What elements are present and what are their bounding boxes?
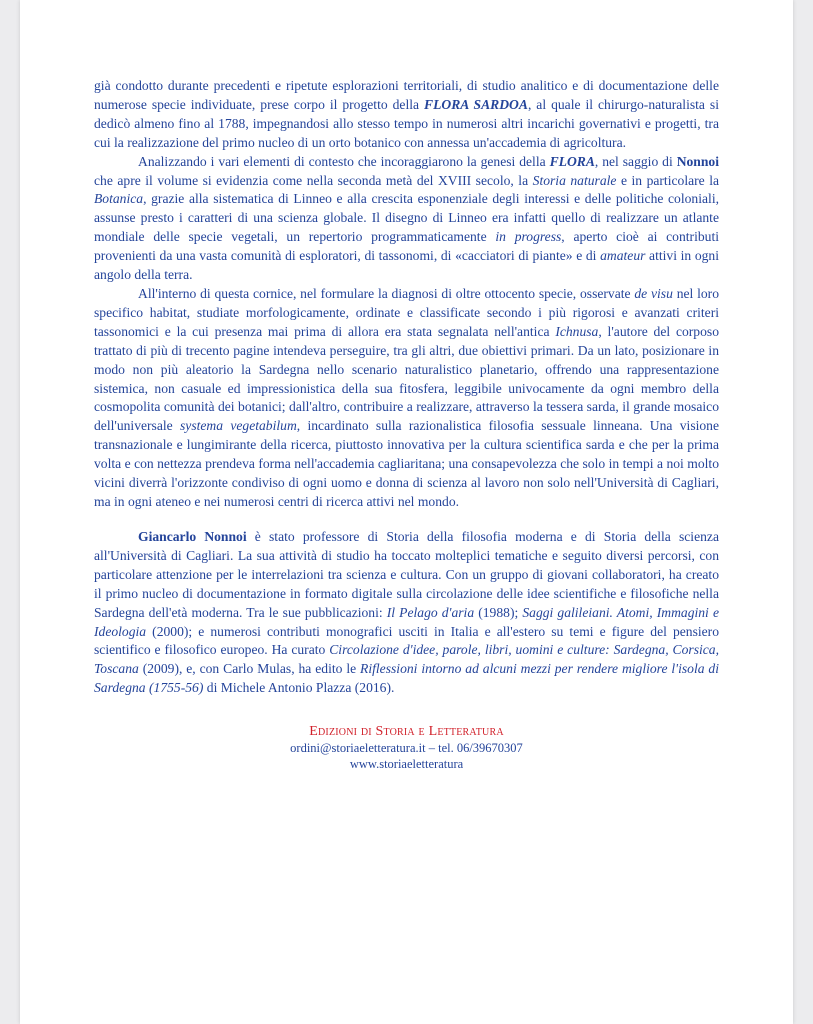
- paragraph-2: Analizzando i vari elementi di contesto che incoraggiarono la genesi della FLORA, nel saggio di Nonnoi che apre il volume si evidenzia come nella seconda metà del XVIII secolo, la Storia naturale e in particolare la Botanica, grazie alla sistematica di Linneo e alla crescita esponenziale degli interessi e delle politiche coloniali, assunse presto i caratteri di una scienza globale. Il disegno di Linneo era infatti quello di realizzare un atlante mondiale delle specie vegetali, un repertorio programmaticamente in progress, aperto cioè ai contributi provenienti da una vasta comunità di esploratori, di tassonomi, di «cacciatori di piante» e di amateur attivi in ogni angolo della terra.: [94, 153, 720, 283]
- paragraph-1: già condotto durante precedenti e ripetute esplorazioni territoriali, di studio analitico e di documentazione delle numerose specie individuate, prese corpo il progetto della FLORA SARDOA, al quale il chirurgo-naturalista si dedicò almeno fino al 1788, impegnandosi allo stesso tempo in numerosi altri incarichi governativi e progetti, tra cui la realizzazione del primo nucleo di un orto botanico con annessa un'accademia di agricoltura.: [94, 78, 719, 150]
- paragraph-3: All'interno di questa cornice, nel formulare la diagnosi di oltre ottocento specie, osservate de visu nel loro specifico habitat, studiate morfologicamente, ordinate e classificate secondo i più rigorosi e avanzati criteri tassonomici e la cui presenza mai prima di allora era stata segnalata nell'antica Ichnusa, l'autore del corposo trattato di più di trecento pagine intendeva perseguire, tra gli altri, due obiettivi primari. Da un lato, posizionare in modo non più aleatorio la Sardegna nello scenario naturalistico planetario, offrendo una rappresentazione sistemica, non casuale ed impressionistica della sua fitosfera, leggibile univocamente da ogni membro della cosmopolita comunità dei botanici; dall'altro, contribuire a realizzare, attraverso la tessera sarda, il grande mosaico dell'universale systema vegetabilum, incardinato sulla razionalistica filosofia sessuale linneana. Una visione transnazionale e lungimirante della ricerca, piuttosto innovativa per la cultura scientifica sarda e che per la prima volta e con nettezza prendeva forma nell'accademia cagliaritana; una consapevolezza che solo in tempi a noi molto vicini diverrà l'orizzonte condiviso di ogni uomo e donna di scienza al lavoro non solo nell'Università di Cagliari, ma in ogni ateneo e nei numerosi centri di ricerca attivi nel mondo.: [94, 285, 720, 509]
- website-link[interactable]: www.storiaeletteratura: [349, 756, 464, 771]
- author-bio: [94, 528, 719, 698]
- author-name: Nonnoi: [676, 153, 719, 169]
- contact-line[interactable]: ordini@storiaeletteratura.it – tel. 06/39670307: [290, 741, 523, 755]
- synopsis-text: [94, 77, 719, 512]
- book-back-cover: [20, 0, 793, 1024]
- publisher-footer: [20, 722, 793, 772]
- flora-sardoa-title: FLORA SARDOA: [424, 96, 528, 112]
- publisher-name: Edizioni di Storia e Letteratura: [309, 724, 504, 739]
- bio-paragraph: Giancarlo Nonnoi è stato professore di Storia della filosofia moderna e di Storia della scienza all'Università di Cagliari. La sua attività di studio ha toccato molteplici tematiche e seguito diversi percorsi, con particolare attenzione per le interrelazioni tra scienza e cultura. Con un gruppo di giovani collaboratori, ha creato il primo nucleo di documentazione in formato digitale sulla circolazione delle idee scientifiche e filosofiche nella Sardegna dell'età moderna. Tra le sue pubblicazioni: Il Pelago d'aria (1988); Saggi galileiani. Atomi, Immagini e Ideologia (2000); e numerosi contributi monografici usciti in Italia e all'estero su temi e figure del pensiero scientifico e filosofico europeo. Ha curato Circolazione d'idee, parole, libri, uomini e culture: Sardegna, Corsica, Toscana (2009), e, con Carlo Mulas, ha edito le Riflessioni intorno ad alcuni mezzi per rendere migliore l'isola di Sardegna (1755-56) di Michele Antonio Plazza (2016).: [94, 529, 719, 696]
- bio-author-name: Giancarlo Nonnoi: [138, 529, 247, 544]
